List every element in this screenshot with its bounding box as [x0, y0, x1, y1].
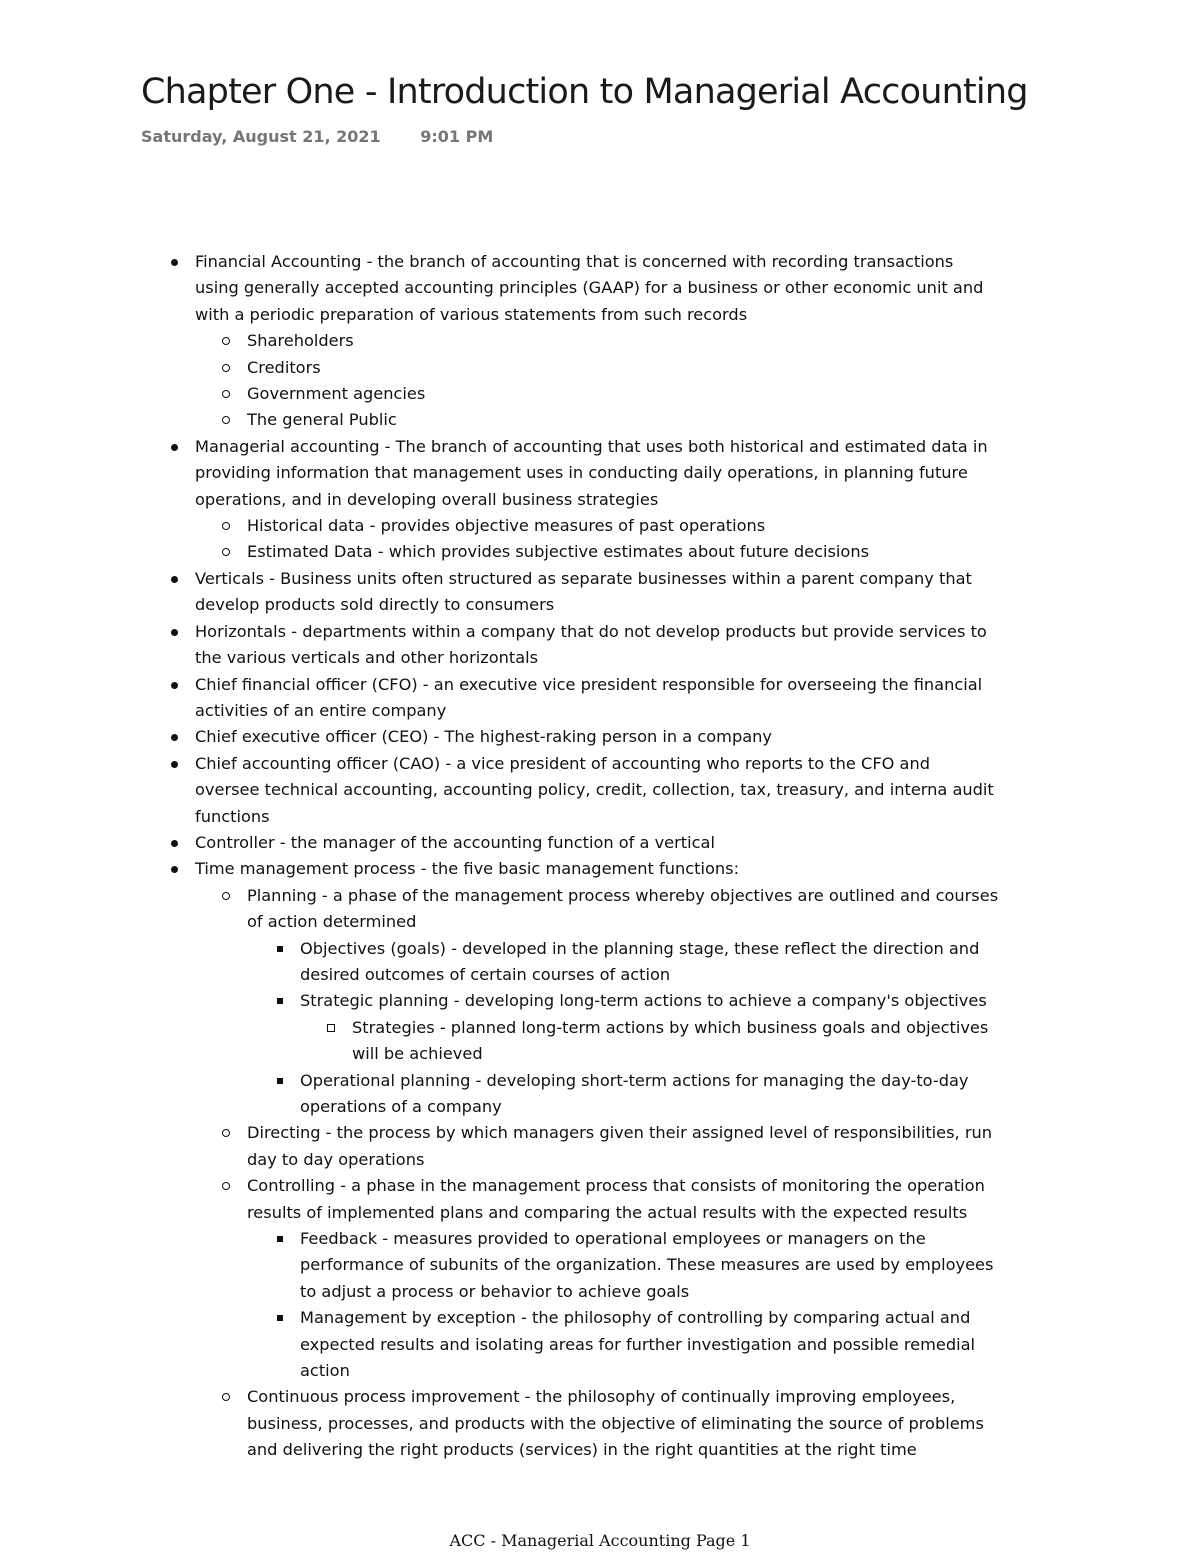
outline-item-text: Estimated Data - which provides subjective estimates about future decisions: [247, 542, 870, 562]
outline-item-text: action: [300, 1361, 350, 1381]
outline-item-level-1: [0, 724, 1200, 750]
outline-item-text: day to day operations: [247, 1149, 425, 1169]
hollow-circle-bullet-icon: [222, 522, 230, 530]
outline-item-text: providing information that management uses in conducting daily operations, in planning future: [195, 463, 968, 483]
outline-item-text: Continuous process improvement - the philosophy of continually improving employees,: [247, 1387, 956, 1407]
outline-item-text: Managerial accounting - The branch of accounting that uses both historical and estimated data in: [195, 436, 988, 456]
outline-item-text: Strategic planning - developing long-term actions to achieve a company's objectives: [300, 991, 987, 1011]
outline-item-text: Chief financial officer (CFO) - an executive vice president responsible for overseeing the financial: [195, 674, 983, 694]
hollow-circle-bullet-icon: [222, 416, 230, 424]
page-title: Chapter One - Introduction to Managerial Accounting: [141, 72, 1028, 112]
outline-item-text: Management by exception - the philosophy of controlling by comparing actual and: [300, 1308, 971, 1328]
outline-item-text: oversee technical accounting, accounting policy, credit, collection, tax, treasury, and interna audit: [195, 780, 994, 800]
filled-square-bullet-icon: [277, 1236, 283, 1242]
outline-item-level-2: [0, 1384, 1200, 1463]
filled-square-bullet-icon: [277, 1315, 283, 1321]
outline-item-text: functions: [195, 806, 270, 826]
page-date: Saturday, August 21, 2021: [141, 127, 381, 146]
outline-item-level-1: [0, 434, 1200, 513]
outline-item-text: Time management process - the five basic management functions:: [195, 859, 740, 879]
outline-item-text: expected results and isolating areas for further investigation and possible remedial: [300, 1334, 976, 1354]
outline-item-text: business, processes, and products with the objective of eliminating the source of problems: [247, 1413, 984, 1433]
outline-item-level-2: [0, 328, 1200, 354]
outline-item-level-1: [0, 751, 1200, 830]
outline-item-level-2: [0, 1173, 1200, 1226]
outline-item-text: Chief accounting officer (CAO) - a vice president of accounting who reports to the CFO and: [195, 753, 930, 773]
outline-item-text: performance of subunits of the organization. These measures are used by employees: [300, 1255, 994, 1275]
filled-circle-bullet-icon: [171, 444, 178, 451]
outline-item-level-2: [0, 381, 1200, 407]
page-timestamp: [141, 127, 493, 146]
outline-item-level-2: [0, 407, 1200, 433]
outline-item-level-3: [0, 1226, 1200, 1305]
outline-item-text: Controlling - a phase in the management process that consists of monitoring the operation: [247, 1176, 985, 1196]
outline-item-level-1: [0, 830, 1200, 856]
outline-item-level-2: [0, 883, 1200, 936]
outline-item-level-2: [0, 513, 1200, 539]
outline-item-level-3: [0, 988, 1200, 1014]
outline-item-text: using generally accepted accounting principles (GAAP) for a business or other economic unit and: [195, 278, 984, 298]
outline-item-level-4: [0, 1015, 1200, 1068]
outline-item-level-3: [0, 1068, 1200, 1121]
outline-item-text: activities of an entire company: [195, 700, 447, 720]
outline-item-level-3: [0, 936, 1200, 989]
filled-circle-bullet-icon: [171, 734, 178, 741]
filled-circle-bullet-icon: [171, 576, 178, 583]
outline-item-text: Feedback - measures provided to operational employees or managers on the: [300, 1229, 926, 1249]
outline-item-text: operations of a company: [300, 1097, 502, 1116]
filled-circle-bullet-icon: [171, 761, 178, 768]
outline-item-level-1: [0, 672, 1200, 725]
filled-square-bullet-icon: [277, 946, 283, 952]
outline-item-text: Chief executive officer (CEO) - The highest-raking person in a company: [195, 727, 772, 747]
outline-item-level-3: [0, 1305, 1200, 1384]
outline-item-text: Controller - the manager of the accounting function of a vertical: [195, 832, 715, 852]
outline-item-text: Historical data - provides objective measures of past operations: [247, 516, 766, 536]
outline-item-level-1: [0, 566, 1200, 619]
page-footer: ACC - Managerial Accounting Page 1: [449, 1531, 751, 1550]
outline-item-text: Horizontals - departments within a company that do not develop products but provide services to: [195, 621, 987, 641]
outline-item-level-2: [0, 355, 1200, 381]
hollow-circle-bullet-icon: [222, 548, 230, 556]
outline-item-text: and delivering the right products (services) in the right quantities at the right time: [247, 1440, 917, 1460]
filled-circle-bullet-icon: [171, 866, 178, 873]
outline-item-text: the various verticals and other horizontals: [195, 648, 539, 668]
hollow-circle-bullet-icon: [222, 390, 230, 398]
hollow-circle-bullet-icon: [222, 1182, 230, 1190]
outline-item-text: Government agencies: [247, 384, 426, 404]
filled-square-bullet-icon: [277, 998, 283, 1004]
outline-item-text: develop products sold directly to consumers: [195, 595, 555, 615]
outline-item-text: will be achieved: [352, 1044, 483, 1064]
outline-item-level-1: [0, 249, 1200, 328]
outline-item-level-2: [0, 1120, 1200, 1173]
filled-square-bullet-icon: [277, 1078, 283, 1084]
filled-circle-bullet-icon: [171, 629, 178, 636]
filled-circle-bullet-icon: [171, 840, 178, 847]
outline-item-text: operations, and in developing overall business strategies: [195, 489, 659, 509]
outline-item-text: of action determined: [247, 912, 417, 932]
hollow-circle-bullet-icon: [222, 892, 230, 900]
filled-circle-bullet-icon: [171, 259, 178, 266]
hollow-circle-bullet-icon: [222, 1129, 230, 1137]
page-time: 9:01 PM: [420, 127, 494, 146]
outline-item-text: Verticals - Business units often structured as separate businesses within a parent company that: [195, 568, 972, 588]
outline-item-text: Objectives (goals) - developed in the planning stage, these reflect the direction and: [300, 938, 980, 958]
hollow-square-bullet-icon: [327, 1024, 335, 1032]
hollow-circle-bullet-icon: [222, 364, 230, 372]
hollow-circle-bullet-icon: [222, 1393, 230, 1401]
outline-item-level-1: [0, 619, 1200, 672]
outline-item-level-2: [0, 539, 1200, 565]
outline-item-text: Directing - the process by which managers given their assigned level of responsibilities, run: [247, 1123, 993, 1143]
filled-circle-bullet-icon: [171, 682, 178, 689]
outline-item-text: Creditors: [247, 357, 321, 377]
notes-outline: [0, 249, 1200, 1464]
outline-item-text: with a periodic preparation of various statements from such records: [195, 304, 748, 324]
outline-item-text: desired outcomes of certain courses of action: [300, 964, 671, 984]
outline-item-text: Operational planning - developing short-term actions for managing the day-to-day: [300, 1070, 969, 1090]
outline-item-level-1: [0, 856, 1200, 882]
outline-item-text: Shareholders: [247, 331, 354, 351]
outline-item-text: results of implemented plans and comparing the actual results with the expected results: [247, 1202, 968, 1222]
outline-item-text: Financial Accounting - the branch of accounting that is concerned with recording transactions: [195, 252, 954, 271]
outline-item-text: to adjust a process or behavior to achieve goals: [300, 1281, 690, 1301]
outline-item-text: The general Public: [247, 410, 397, 430]
outline-item-text: Strategies - planned long-term actions by which business goals and objectives: [352, 1017, 989, 1037]
outline-item-text: Planning - a phase of the management process whereby objectives are outlined and courses: [247, 885, 999, 905]
hollow-circle-bullet-icon: [222, 337, 230, 345]
